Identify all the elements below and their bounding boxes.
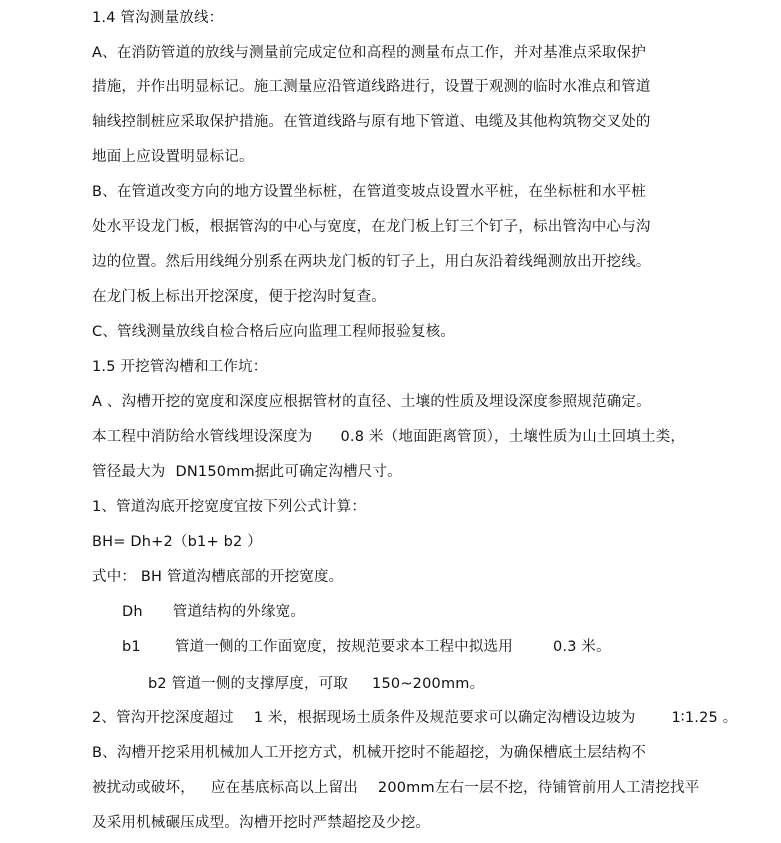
legend-b2 — [148, 675, 484, 693]
legend-dh — [122, 603, 305, 621]
para-a-line-2: 措施，并作出明显标记。施工测量应沿管道线路进行，设置于观测的临时水准点和管道 — [92, 79, 651, 95]
para-b2-line-1: B、沟槽开挖采用机械加人工开挖方式，机械开挖时不能超挖，为确保槽底土层结构不 — [92, 745, 647, 761]
para-b2-line-2 — [92, 779, 699, 797]
line-text: 管道一侧的工作面宽度，按规范要求本工程中拟选用 — [174, 639, 513, 655]
line-text: 左右一层不挖，待铺管前用人工清挖找平 — [434, 780, 700, 796]
para-a2-line-3 — [92, 463, 402, 481]
line-text: b2 管道一侧的支撑厚度，可取 — [148, 676, 349, 692]
para-b-line-1: B、在管道改变方向的地方设置坐标桩，在管道变坡点设置水平桩，在坐标桩和水平桩 — [92, 184, 647, 200]
para-b2-line-3: 及采用机械碾压成型。沟槽开挖时严禁超挖及少挖。 — [92, 815, 431, 831]
line-text: 据此可确定沟槽尺寸。 — [254, 464, 402, 480]
para-a2-line-2 — [92, 428, 685, 446]
legend-b1 — [122, 638, 611, 656]
para-a-line-3: 轴线控制桩应采取保护措施。在管道线路与原有地下管道、电缆及其他构筑物交叉处的 — [92, 114, 651, 130]
formula: BH= Dh+2（b1+ b2 ） — [92, 534, 262, 550]
section-heading-1-5: 1.5 开挖管沟槽和工作坑： — [92, 359, 268, 375]
line-text: 管径最大为 — [92, 464, 166, 480]
depth-line — [92, 709, 737, 727]
formula-intro: 1、管道沟底开挖宽度宜按下列公式计算： — [92, 499, 367, 515]
line-text: 0.8 米（地面距离管顶），土壤性质为山土回填土类， — [340, 429, 686, 445]
para-a-line-1: A、在消防管道的放线与测量前完成定位和高程的测量布点工作，并对基准点采取保护 — [92, 45, 647, 61]
line-text: 1∶1.25 。 — [671, 710, 738, 726]
line-text: 200mm — [377, 780, 435, 796]
para-b-line-2: 处水平设龙门板，根据管沟的中心与宽度，在龙门板上钉三个钉子，标出管沟中心与沟 — [92, 219, 651, 235]
line-text: 150~200mm。 — [372, 676, 485, 692]
para-a2-line-1: A 、沟槽开挖的宽度和深度应根据管材的直径、土壤的性质及埋设深度参照规范确定。 — [92, 394, 651, 410]
line-text: 本工程中消防给水管线埋设深度为 — [92, 429, 313, 445]
section-heading-1-4: 1.4 管沟测量放线： — [92, 10, 224, 26]
para-a-line-4: 地面上应设置明显标记。 — [92, 149, 254, 165]
para-b-line-3: 边的位置。然后用线绳分别系在两块龙门板的钉子上，用白灰沿着线绳测放出开挖线。 — [92, 254, 651, 270]
line-text: 应在基底标高以上留出 — [210, 780, 358, 796]
para-b-line-4: 在龙门板上标出开挖深度，便于挖沟时复查。 — [92, 289, 386, 305]
line-text: Dh — [122, 604, 143, 620]
para-c-line-1: C、管线测量放线自检合格后应向监理工程师报验复核。 — [92, 324, 456, 340]
line-text: 管道结构的外缘宽。 — [172, 604, 306, 620]
line-text: DN150mm — [175, 464, 255, 480]
line-text: 2、管沟开挖深度超过 — [92, 710, 234, 726]
line-text: b1 — [122, 639, 141, 655]
line-text: 1 米，根据现场土质条件及规范要求可以确定沟槽设边坡为 — [253, 710, 636, 726]
line-text: 被扰动或破坏， — [92, 780, 195, 796]
line-text: 0.3 米。 — [552, 639, 611, 655]
formula-legend-title: 式中： BH 管道沟槽底部的开挖宽度。 — [92, 569, 344, 585]
